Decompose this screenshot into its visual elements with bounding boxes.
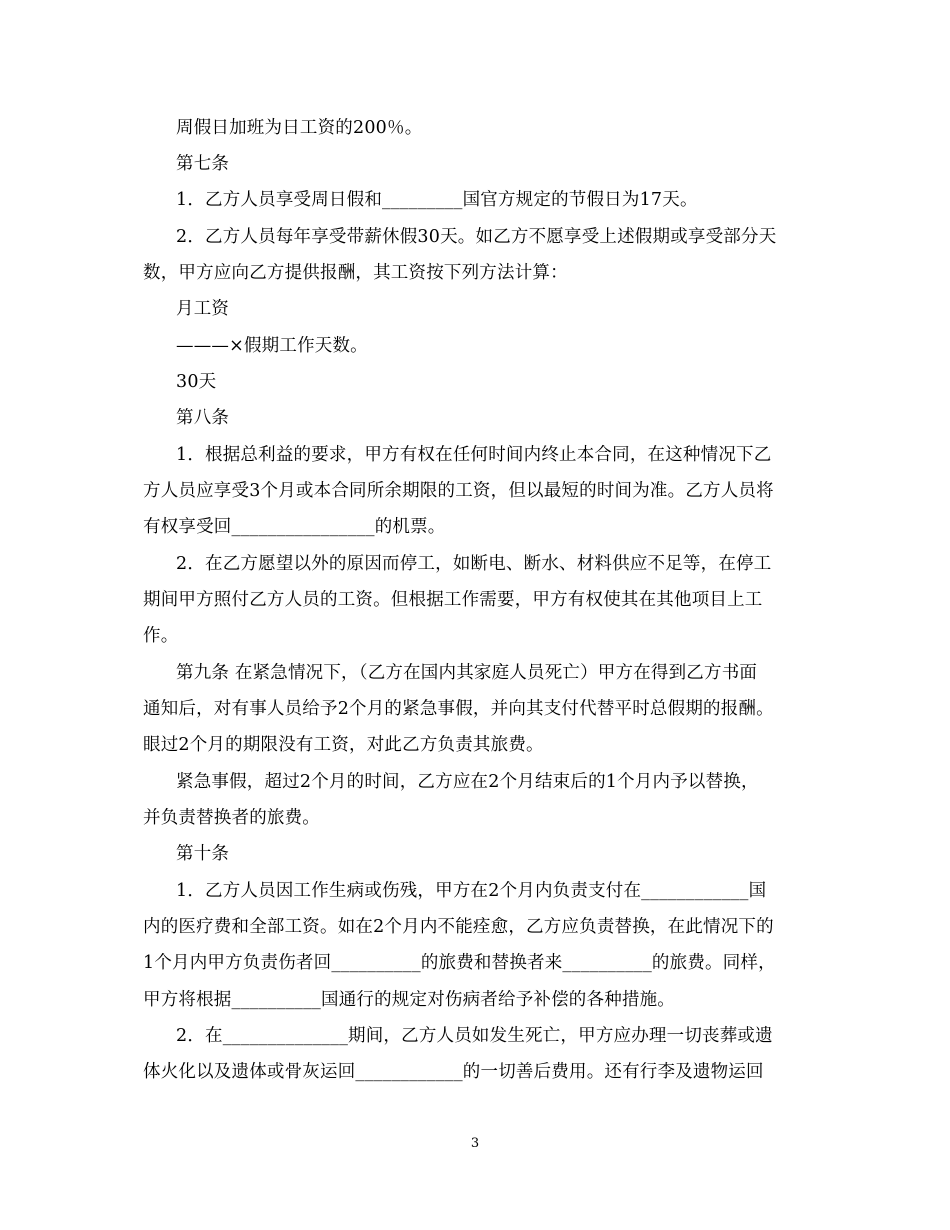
- article-heading: 第八条: [176, 408, 230, 428]
- text-line: 并负责替换者的旅费。: [143, 808, 320, 828]
- text-line: 期间甲方照付乙方人员的工资。但根据工作需要，甲方有权使其在其他项目上工: [143, 590, 763, 610]
- article-heading: 第十条: [176, 844, 230, 864]
- text-line: 第九条 在紧急情况下，（乙方在国内其家庭人员死亡）甲方在得到乙方书面: [176, 663, 758, 683]
- formula-numerator: 月工资: [176, 299, 230, 319]
- formula-denominator: 30天: [176, 372, 217, 392]
- text-line: 内的医疗费和全部工资。如在2个月内不能痊愈，乙方应负责替换，在此情况下的: [143, 917, 774, 937]
- text-line: 方人员应享受3个月或本合同所余期限的工资，但以最短的时间为准。乙方人员将: [143, 481, 774, 501]
- text-line: 1．乙方人员享受周日假和_________国官方规定的节假日为17天。: [176, 190, 698, 210]
- text-line: 1．乙方人员因工作生病或伤残，甲方在2个月内负责支付在____________国: [176, 881, 767, 901]
- page-number: 3: [470, 1136, 480, 1151]
- text-line: 甲方将根据__________国通行的规定对伤病者给予补偿的各种措施。: [143, 990, 675, 1010]
- text-line: 2．在______________期间，乙方人员如发生死亡，甲方应办理一切丧葬或遗: [176, 1026, 773, 1046]
- text-line: 1个月内甲方负责伤者回__________的旅费和替换者来__________的旅费。同样，: [143, 953, 776, 973]
- text-line: 紧急事假，超过2个月的时间，乙方应在2个月结束后的1个月内予以替换，: [176, 772, 759, 792]
- text-line: 周假日加班为日工资的200％。: [176, 118, 423, 138]
- text-line: 数，甲方应向乙方提供报酬，其工资按下列方法计算：: [143, 263, 568, 283]
- text-line: 通知后，对有事人员给予2个月的紧急事假，并向其支付代替平时总假期的报酬。: [143, 699, 774, 719]
- text-line: 体火化以及遗体或骨灰运回____________的一切善后费用。还有行李及遗物运回: [143, 1062, 764, 1082]
- text-line: 2．乙方人员每年享受带薪休假30天。如乙方不愿享受上述假期或享受部分天: [176, 227, 777, 247]
- formula-line: ———×假期工作天数。: [176, 336, 368, 356]
- article-heading: 第七条: [176, 154, 230, 174]
- text-line: 1．根据总利益的要求，甲方有权在任何时间内终止本合同，在这种情况下乙: [176, 445, 772, 465]
- text-line: 2．在乙方愿望以外的原因而停工，如断电、断水、材料供应不足等，在停工: [176, 554, 772, 574]
- text-line: 眼过2个月的期限没有工资，对此乙方负责其旅费。: [143, 735, 544, 755]
- text-line: 作。: [143, 626, 179, 646]
- text-line: 有权享受回________________的机票。: [143, 517, 446, 537]
